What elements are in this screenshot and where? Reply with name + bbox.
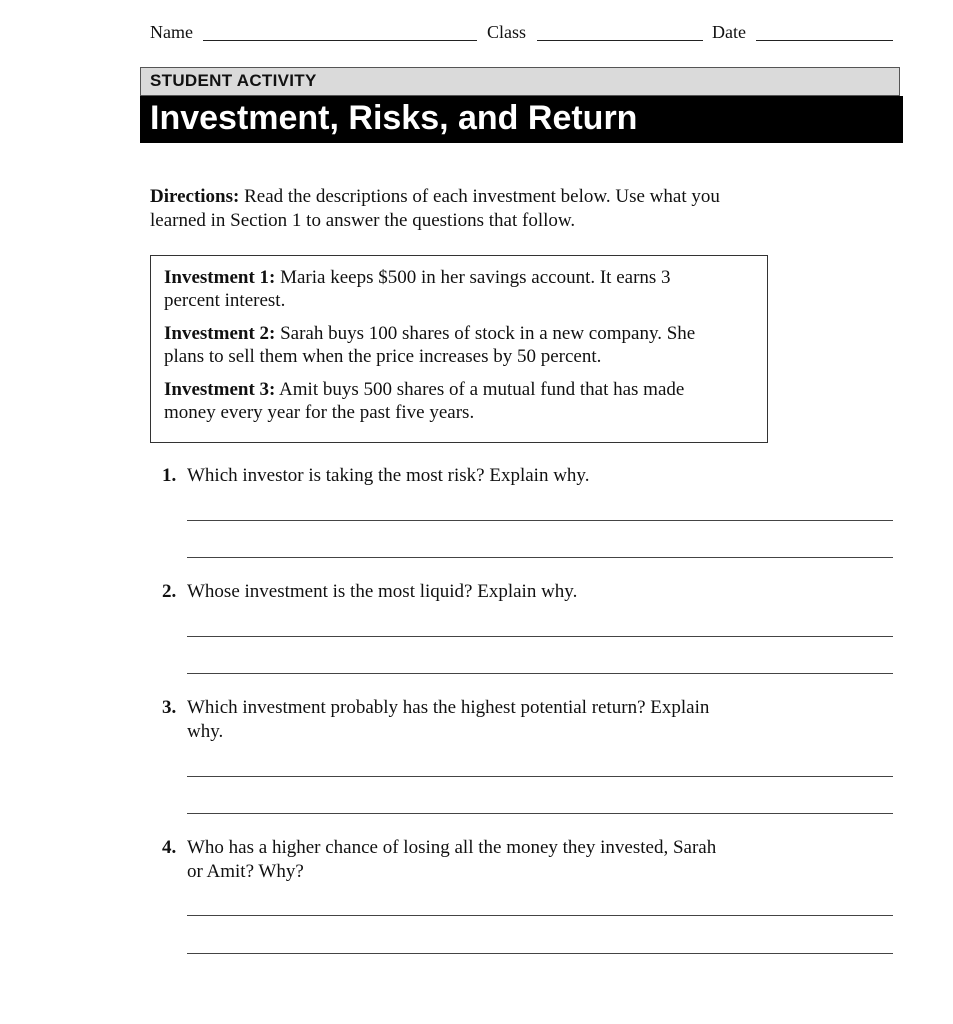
investment-text: Sarah buys 100 shares of stock in a new company. She plans to sell them when the price increases by 50 percent. bbox=[164, 323, 696, 367]
page-title: Investment, Risks, and Return bbox=[150, 99, 638, 137]
name-field[interactable] bbox=[203, 40, 477, 41]
question-number: 4. bbox=[162, 837, 177, 858]
directions-text: Read the descriptions of each investment below. Use what you learned in Section 1 to answer the questions that follow. bbox=[150, 186, 720, 231]
answer-line[interactable] bbox=[187, 636, 893, 637]
investment-item bbox=[164, 322, 724, 368]
question-text: Whose investment is the most liquid? Explain why. bbox=[187, 581, 578, 602]
investment-label: Investment 3: bbox=[164, 379, 276, 400]
question-number: 3. bbox=[162, 697, 177, 718]
title-band bbox=[140, 96, 903, 143]
date-field[interactable] bbox=[756, 40, 893, 41]
class-label: Class bbox=[487, 22, 527, 42]
question-number: 1. bbox=[162, 465, 177, 486]
investment-label: Investment 1: bbox=[164, 267, 276, 288]
date-label: Date bbox=[712, 22, 746, 42]
answer-line[interactable] bbox=[187, 673, 893, 674]
investment-text: Amit buys 500 shares of a mutual fund that has made money every year for the past five years. bbox=[164, 379, 685, 423]
answer-line[interactable] bbox=[187, 915, 893, 916]
directions-label: Directions: bbox=[150, 186, 240, 207]
question-text: Which investor is taking the most risk? Explain why. bbox=[187, 465, 590, 486]
answer-line[interactable] bbox=[187, 520, 893, 521]
activity-kicker-band bbox=[140, 67, 900, 96]
answer-line[interactable] bbox=[187, 557, 893, 558]
investment-label: Investment 2: bbox=[164, 323, 276, 344]
class-field[interactable] bbox=[537, 40, 703, 41]
question-text: Who has a higher chance of losing all the money they invested, Sarah or Amit? Why? bbox=[187, 837, 717, 882]
question-3 bbox=[162, 696, 892, 744]
question-number: 2. bbox=[162, 581, 177, 602]
question-2 bbox=[162, 580, 892, 604]
investment-text: Maria keeps $500 in her savings account. It earns 3 percent interest. bbox=[164, 267, 671, 311]
activity-kicker: STUDENT ACTIVITY bbox=[150, 71, 317, 90]
answer-line[interactable] bbox=[187, 953, 893, 954]
answer-line[interactable] bbox=[187, 776, 893, 777]
answer-line[interactable] bbox=[187, 813, 893, 814]
investment-item bbox=[164, 378, 724, 424]
investment-item bbox=[164, 266, 724, 312]
investments-box bbox=[150, 255, 768, 443]
question-1 bbox=[162, 464, 892, 488]
name-label: Name bbox=[150, 22, 193, 42]
question-text: Which investment probably has the highest potential return? Explain why. bbox=[187, 697, 710, 742]
directions bbox=[150, 185, 750, 233]
question-4 bbox=[162, 836, 892, 884]
